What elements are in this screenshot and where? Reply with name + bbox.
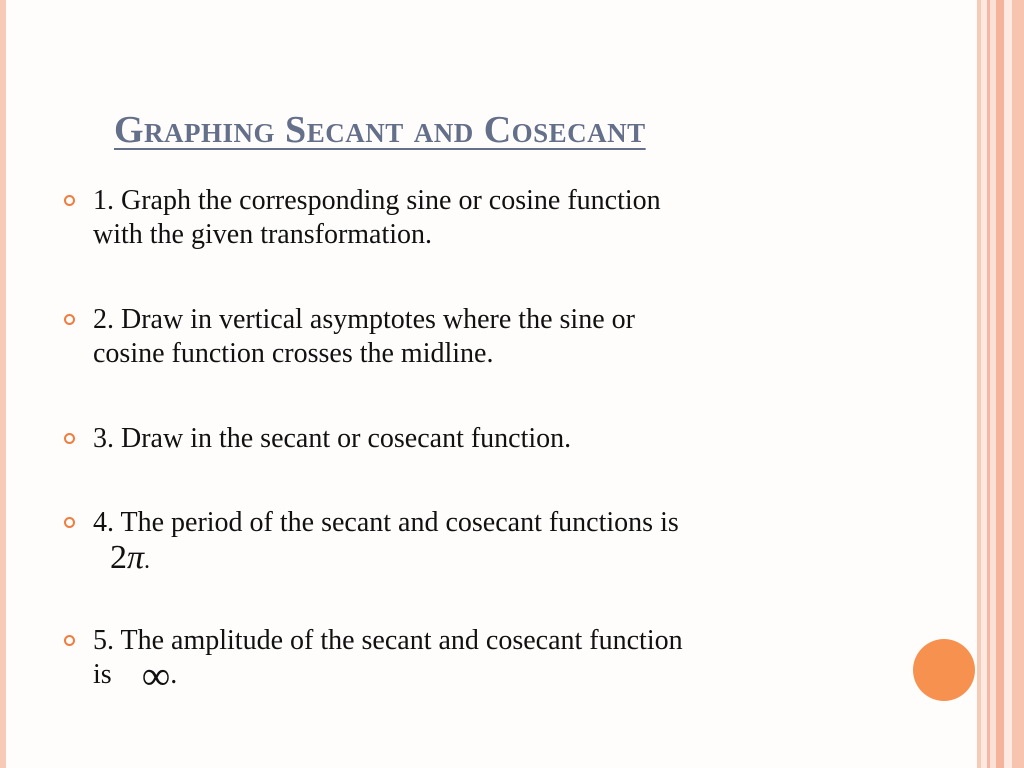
bullet-item-4 [64, 506, 864, 579]
bullet-text: 2. Draw in vertical asymptotes where the sine or [93, 304, 635, 335]
math-expression-period [64, 540, 864, 579]
bullet-item-2 [64, 303, 864, 371]
slide-title: Graphing Secant and Cosecant [114, 109, 646, 151]
pi-symbol: π [127, 539, 145, 576]
math-suffix: . [144, 548, 151, 574]
bullet-marker-icon [64, 517, 75, 528]
bullet-text: 3. Draw in the secant or cosecant function. [93, 423, 572, 454]
bullet-text: 1. Graph the corresponding sine or cosine function [93, 185, 661, 216]
right-border-stripe [1012, 0, 1024, 768]
bullet-text: 4. The period of the secant and cosecant functions is [93, 507, 679, 538]
bullet-text: cosine function crosses the midline. [93, 338, 494, 369]
right-border-stripe [996, 0, 1004, 768]
math-coefficient: 2 [110, 539, 127, 576]
bullet-item-1 [64, 184, 864, 252]
decorative-circle [913, 639, 975, 701]
bullet-item-5 [64, 624, 864, 698]
bullet-marker-icon [64, 195, 75, 206]
bullet-marker-icon [64, 314, 75, 325]
bullet-text-prefix: is [93, 659, 112, 690]
bullet-item-3 [64, 422, 864, 456]
math-suffix: . [170, 659, 178, 690]
bullet-text: 5. The amplitude of the secant and cosecant function [93, 625, 683, 656]
right-border-stripe [1004, 0, 1012, 768]
infinity-symbol: ∞ [141, 653, 171, 698]
bullet-text: with the given transformation. [93, 219, 433, 250]
bullet-marker-icon [64, 433, 75, 444]
bullet-text-line-2 [64, 653, 864, 698]
bullet-marker-icon [64, 635, 75, 646]
